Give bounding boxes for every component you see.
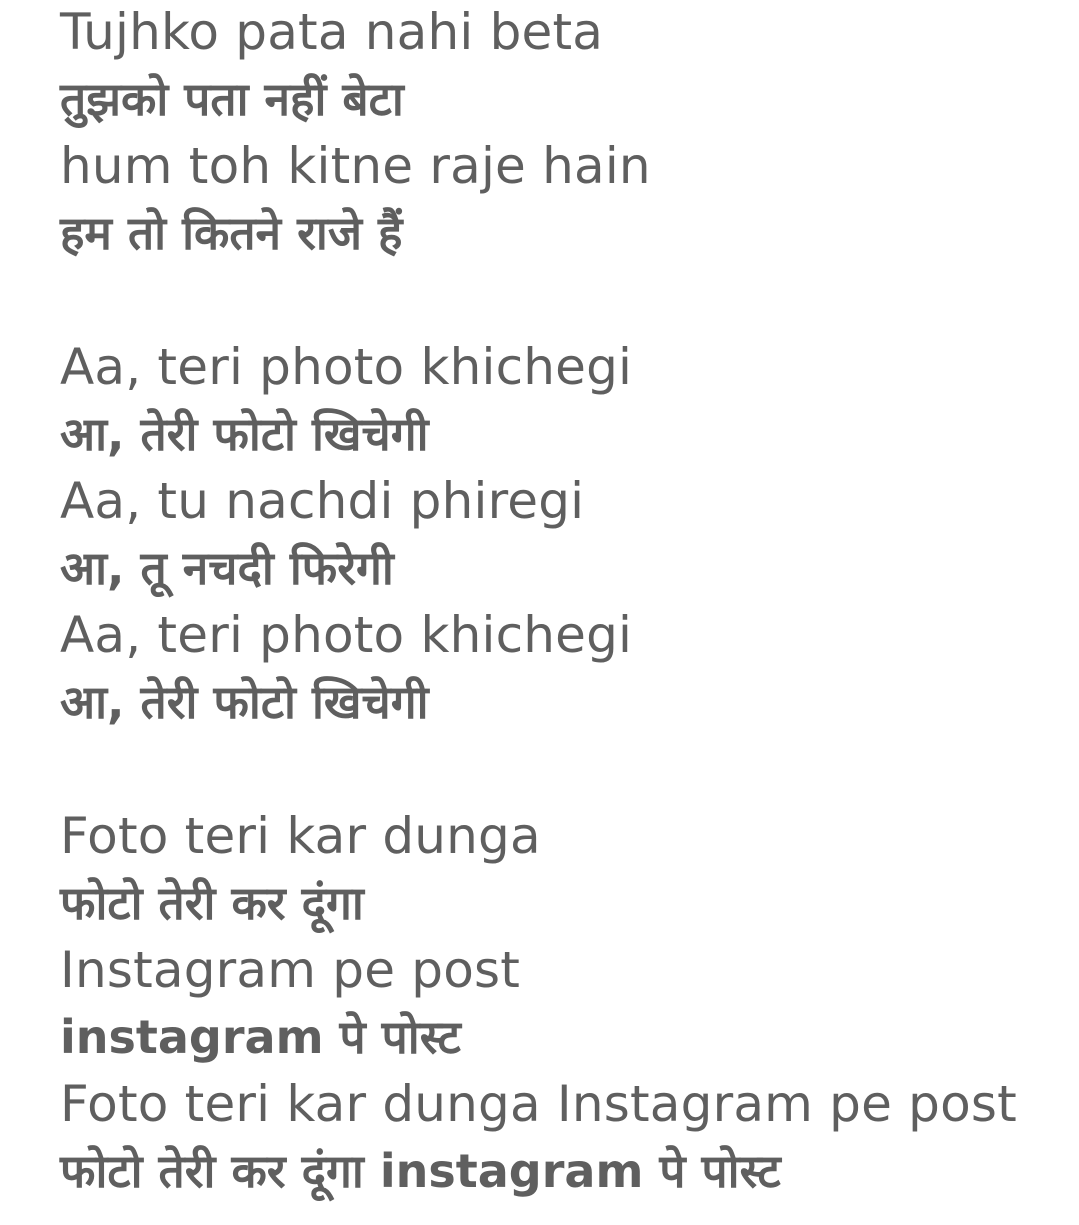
lyric-line-romanized: Instagram pe post — [60, 941, 521, 999]
lyric-line-romanized: Aa, teri photo khichegi — [60, 606, 633, 664]
lyric-line-devanagari: फोटो तेरी कर दूंगा — [60, 876, 364, 930]
lyric-line-devanagari: instagram पे पोस्ट — [60, 1010, 461, 1064]
lyric-line-devanagari: तुझको पता नहीं बेटा — [60, 72, 404, 126]
stanza-1 — [60, 0, 1070, 267]
lyric-line-romanized: Aa, teri photo khichegi — [60, 338, 633, 396]
lyric-line-devanagari: फोटो तेरी कर दूंगा instagram पे पोस्ट — [60, 1144, 781, 1198]
stanza-2 — [60, 334, 1070, 736]
lyric-line-devanagari: आ, तेरी फोटो खिचेगी — [60, 675, 429, 729]
lyrics-text — [60, 0, 1070, 1205]
lyric-line-romanized: Tujhko pata nahi beta — [60, 3, 604, 61]
lyric-line-devanagari: आ, तेरी फोटो खिचेगी — [60, 407, 429, 461]
lyric-line-romanized: Foto teri kar dunga Instagram pe post — [60, 1075, 1017, 1133]
lyric-line-devanagari: आ, तू नचदी फिरेगी — [60, 541, 394, 595]
lyric-line-romanized: hum toh kitne raje hain — [60, 137, 651, 195]
lyric-line-devanagari: हम तो कितने राजे हैं — [60, 206, 403, 260]
lyric-line-romanized: Aa, tu nachdi phiregi — [60, 472, 585, 530]
lyric-line-romanized: Foto teri kar dunga — [60, 807, 541, 865]
stanza-3 — [60, 803, 1070, 1205]
